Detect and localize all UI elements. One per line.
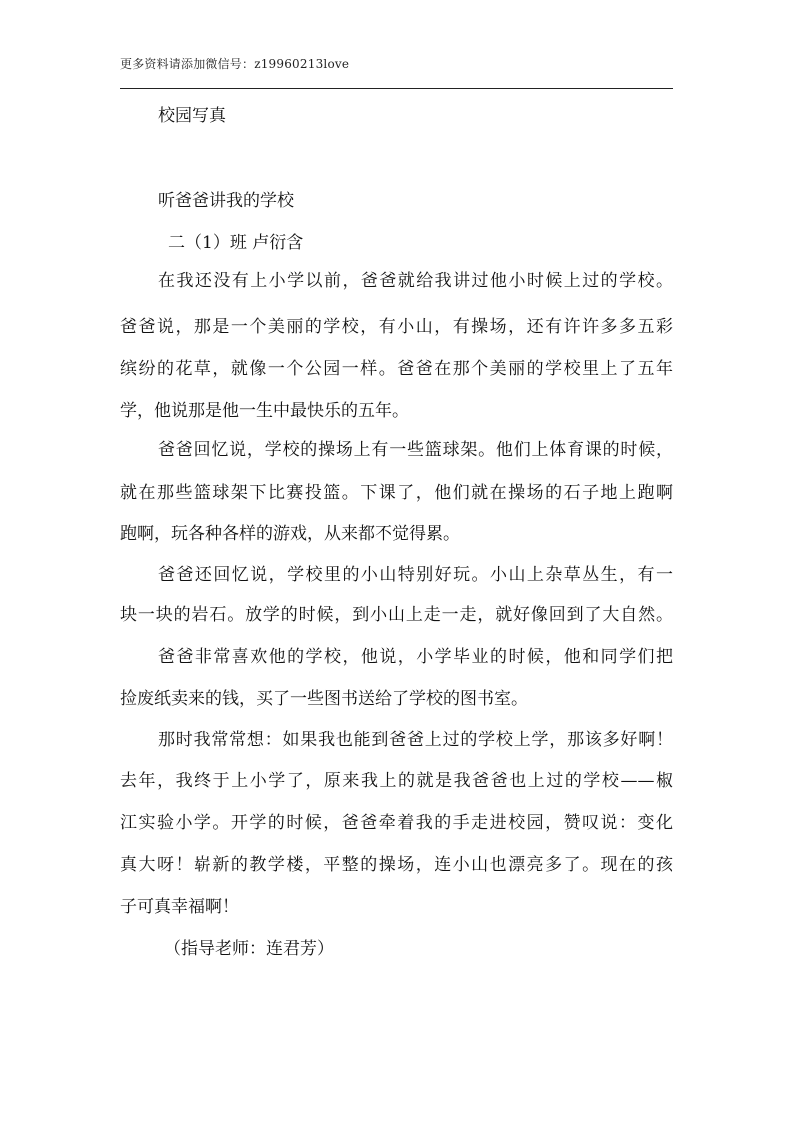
author-line: 二（1）班 卢衍含 <box>168 233 304 253</box>
paragraph-line: 去年，我终于上小学了，原来我上的就是我爸爸也上过的学校——椒 <box>120 771 673 791</box>
paragraph-line: 学，他说那是他一生中最快乐的五年。 <box>120 401 409 421</box>
paragraph-line: 捡废纸卖来的钱，买了一些图书送给了学校的图书室。 <box>120 689 528 709</box>
paragraph-line: 在我还没有上小学以前，爸爸就给我讲过他小时候上过的学校。 <box>158 271 673 291</box>
header-note: 更多资料请添加微信号：z19960213love <box>120 57 350 71</box>
page-header <box>120 56 673 89</box>
paragraph-line: 跑啊，玩各种各样的游戏，从来都不觉得累。 <box>120 524 460 544</box>
teacher-credit: （指导老师：连君芳） <box>164 939 334 959</box>
paragraph-line: 爸爸还回忆说，学校里的小山特别好玩。小山上杂草丛生，有一 <box>158 565 673 585</box>
paragraph-line: 块一块的岩石。放学的时候，到小山上走一走，就好像回到了大自然。 <box>120 605 673 625</box>
paragraph-line: 子可真幸福啊！ <box>120 897 239 917</box>
paragraph-line: 真大呀！崭新的教学楼，平整的操场，连小山也漂亮多了。现在的孩 <box>120 855 673 875</box>
paragraph-line: 爸爸非常喜欢他的学校，他说，小学毕业的时候，他和同学们把 <box>158 647 673 667</box>
section-title: 校园写真 <box>158 106 226 126</box>
paragraph-line: 江实验小学。开学的时候，爸爸牵着我的手走进校园，赞叹说：变化 <box>120 813 673 833</box>
paragraph-line: 缤纷的花草，就像一个公园一样。爸爸在那个美丽的学校里上了五年 <box>120 359 673 379</box>
paragraph-line: 那时我常常想：如果我也能到爸爸上过的学校上学，那该多好啊！ <box>158 730 673 750</box>
paragraph-line: 爸爸说，那是一个美丽的学校，有小山，有操场，还有许许多多五彩 <box>120 317 673 337</box>
paragraph-line: 就在那些篮球架下比赛投篮。下课了，他们就在操场的石子地上跑啊 <box>120 483 673 503</box>
article-title: 听爸爸讲我的学校 <box>158 191 294 211</box>
paragraph-line: 爸爸回忆说，学校的操场上有一些篮球架。他们上体育课的时候， <box>158 440 673 460</box>
